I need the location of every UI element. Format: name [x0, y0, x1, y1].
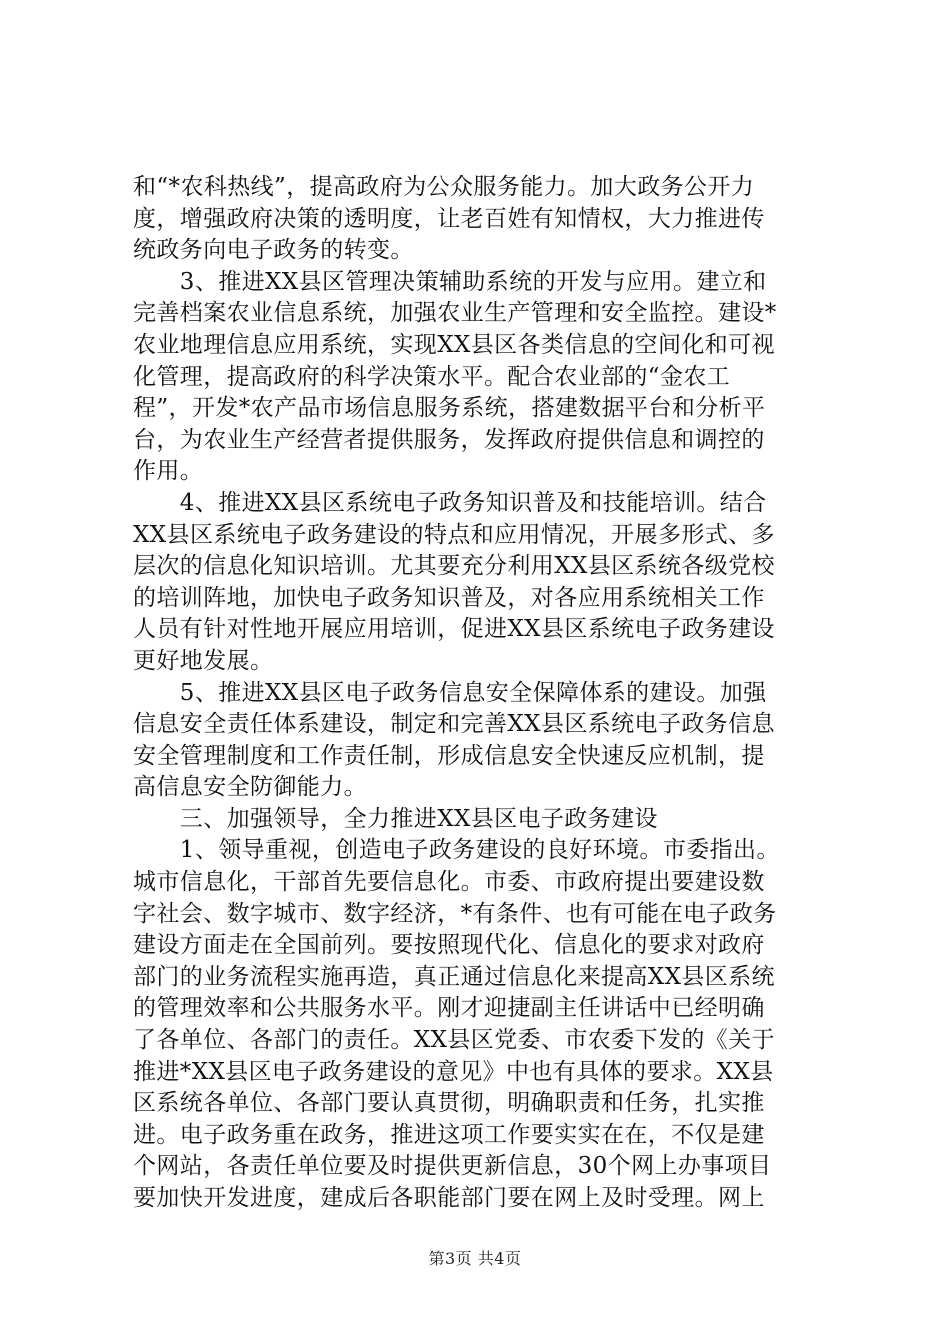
section-heading: 三、加强领导，全力推进XX县区电子政务建设: [133, 805, 658, 832]
text-line: 度，增强政府决策的透明度，让老百姓有知情权，大力推进传: [133, 205, 765, 232]
text-line: 的管理效率和公共服务水平。刚才迎捷副主任讲话中已经明确: [133, 995, 765, 1022]
text-line: 作用。: [133, 458, 204, 485]
text-line: 更好地发展。: [133, 647, 274, 674]
text-line: 要加快开发进度，建成后各职能部门要在网上及时受理。网上: [133, 1185, 765, 1211]
text-line: XX县区系统电子政务建设的特点和应用情况，开展多形式、多: [133, 521, 775, 548]
text-line: 部门的业务流程实施再造，真正通过信息化来提高XX县区系统: [133, 963, 775, 990]
page-number-footer: 第3页 共4页: [428, 1249, 522, 1268]
text-line: 3、推进XX县区管理决策辅助系统的开发与应用。建立和: [133, 268, 767, 295]
text-line: 和“*农科热线”，提高政府为公众服务能力。加大政务公开力: [133, 174, 755, 200]
text-line: 区系统各单位、各部门要认真贯彻，明确职责和任务，扎实推: [133, 1090, 765, 1117]
text-line: 城市信息化，干部首先要信息化。市委、市政府提出要建设数: [133, 869, 765, 896]
text-line: 1、领导重视，创造电子政务建设的良好环境。市委指出。: [133, 837, 780, 864]
text-line: 程”，开发*农产品市场信息服务系统，搭建数据平台和分析平: [133, 395, 766, 422]
text-line: 安全管理制度和工作责任制，形成信息安全快速反应机制，提: [133, 742, 765, 769]
text-line: 的培训阵地，加快电子政务知识普及，对各应用系统相关工作: [133, 584, 765, 611]
text-line: 统政务向电子政务的转变。: [133, 237, 414, 264]
text-line: 化管理，提高政府的科学决策水平。配合农业部的“金农工: [133, 363, 731, 390]
text-line: 个网站，各责任单位要及时提供更新信息，30个网上办事项目: [133, 1153, 772, 1180]
text-line: 字社会、数字城市、数字经济，*有条件、也有可能在电子政务: [133, 900, 777, 927]
text-line: 高信息安全防御能力。: [133, 774, 367, 801]
text-line: 建设方面走在全国前列。要按照现代化、信息化的要求对政府: [133, 932, 765, 959]
text-line: 农业地理信息应用系统，实现XX县区各类信息的空间化和可视: [133, 331, 775, 358]
text-line: 4、推进XX县区系统电子政务知识普及和技能培训。结合: [133, 489, 767, 516]
document-body: [133, 172, 827, 1215]
text-line: 信息安全责任体系建设，制定和完善XX县区系统电子政务信息: [133, 711, 775, 738]
text-line: 台，为农业生产经营者提供服务，发挥政府提供信息和调控的: [133, 426, 765, 453]
text-line: 5、推进XX县区电子政务信息安全保障体系的建设。加强: [133, 679, 767, 706]
text-line: 了各单位、各部门的责任。XX县区党委、市农委下发的《关于: [133, 1027, 775, 1054]
text-line: 进。电子政务重在政务，推进这项工作要实实在在，不仅是建: [133, 1121, 765, 1148]
text-line: 推进*XX县区电子政务建设的意见》中也有具体的要求。XX县: [133, 1058, 774, 1085]
text-line: 完善档案农业信息系统，加强农业生产管理和安全监控。建设*: [133, 300, 777, 327]
text-line: 人员有针对性地开展应用培训，促进XX县区系统电子政务建设: [133, 616, 775, 643]
text-line: 层次的信息化知识培训。尤其要充分利用XX县区系统各级党校: [133, 553, 775, 580]
